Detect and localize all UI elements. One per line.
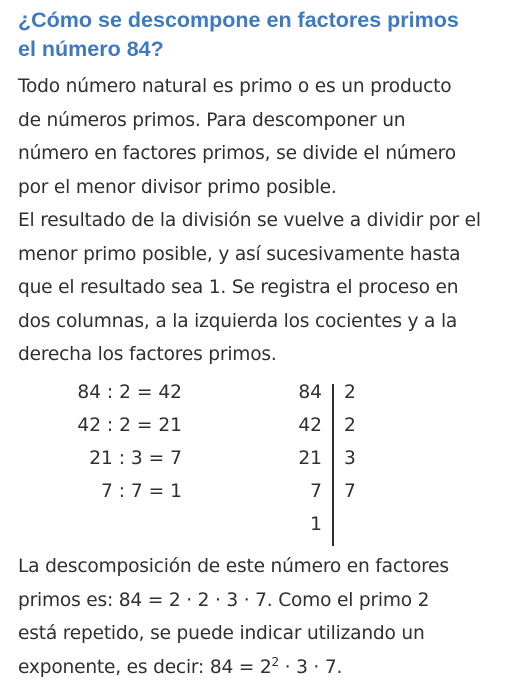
intro-line: de números primos. Para descomponer un	[18, 109, 406, 131]
factor-cell: 2	[344, 415, 356, 436]
division-step: 21 : 3 = 7	[89, 448, 182, 469]
intro-paragraph	[18, 70, 523, 372]
factor-cell: 2	[344, 382, 356, 403]
conclusion-line: primos es: 84 = 2 · 2 · 3 · 7. Como el primo 2	[18, 589, 430, 611]
factorization-work	[18, 376, 438, 546]
conclusion-line: La descomposición de este número en factores	[18, 556, 449, 577]
division-step: 42 : 2 = 21	[77, 415, 182, 436]
conclusion-line: exponente, es decir: $84 = 2^2 \cdot 3 \cdot 7$.	[18, 654, 343, 678]
conclusion-paragraph	[18, 550, 449, 684]
section-heading	[18, 6, 523, 64]
column-divider	[332, 384, 334, 546]
intro-line: número en factores primos, se divide el número	[18, 143, 456, 164]
quotient-cell: 21	[298, 448, 322, 469]
conclusion-line: está repetido, se puede indicar utilizando un	[18, 623, 425, 644]
division-step: 84 : 2 = 42	[77, 382, 182, 403]
intro-line: El resultado de la división se vuelve a dividir por el	[18, 210, 481, 231]
intro-line: que el resultado sea 1. Se registra el proceso en	[18, 277, 459, 298]
intro-line: Todo número natural es primo o es un producto	[18, 76, 452, 97]
quotient-cell: 84	[298, 382, 322, 403]
intro-line: dos columnas, a la izquierda los cocientes y a la	[18, 310, 458, 332]
quotient-cell: 7	[310, 481, 322, 502]
heading-line-2: el número 84?	[18, 37, 164, 61]
intro-line: menor primo posible, y así sucesivamente hasta	[18, 243, 461, 265]
quotient-cell: 1	[310, 514, 322, 535]
division-step: 7 : 7 = 1	[101, 481, 182, 502]
quotient-cell: 42	[298, 415, 322, 436]
factor-cell: 3	[344, 448, 356, 469]
intro-line: derecha los factores primos.	[18, 344, 277, 365]
exponent: 2	[271, 654, 279, 669]
document-page	[18, 6, 523, 678]
heading-line-1: ¿Cómo se descompone en factores primos	[18, 8, 459, 32]
intro-line: por el menor divisor primo posible.	[18, 176, 337, 198]
factor-cell: 7	[344, 481, 356, 502]
